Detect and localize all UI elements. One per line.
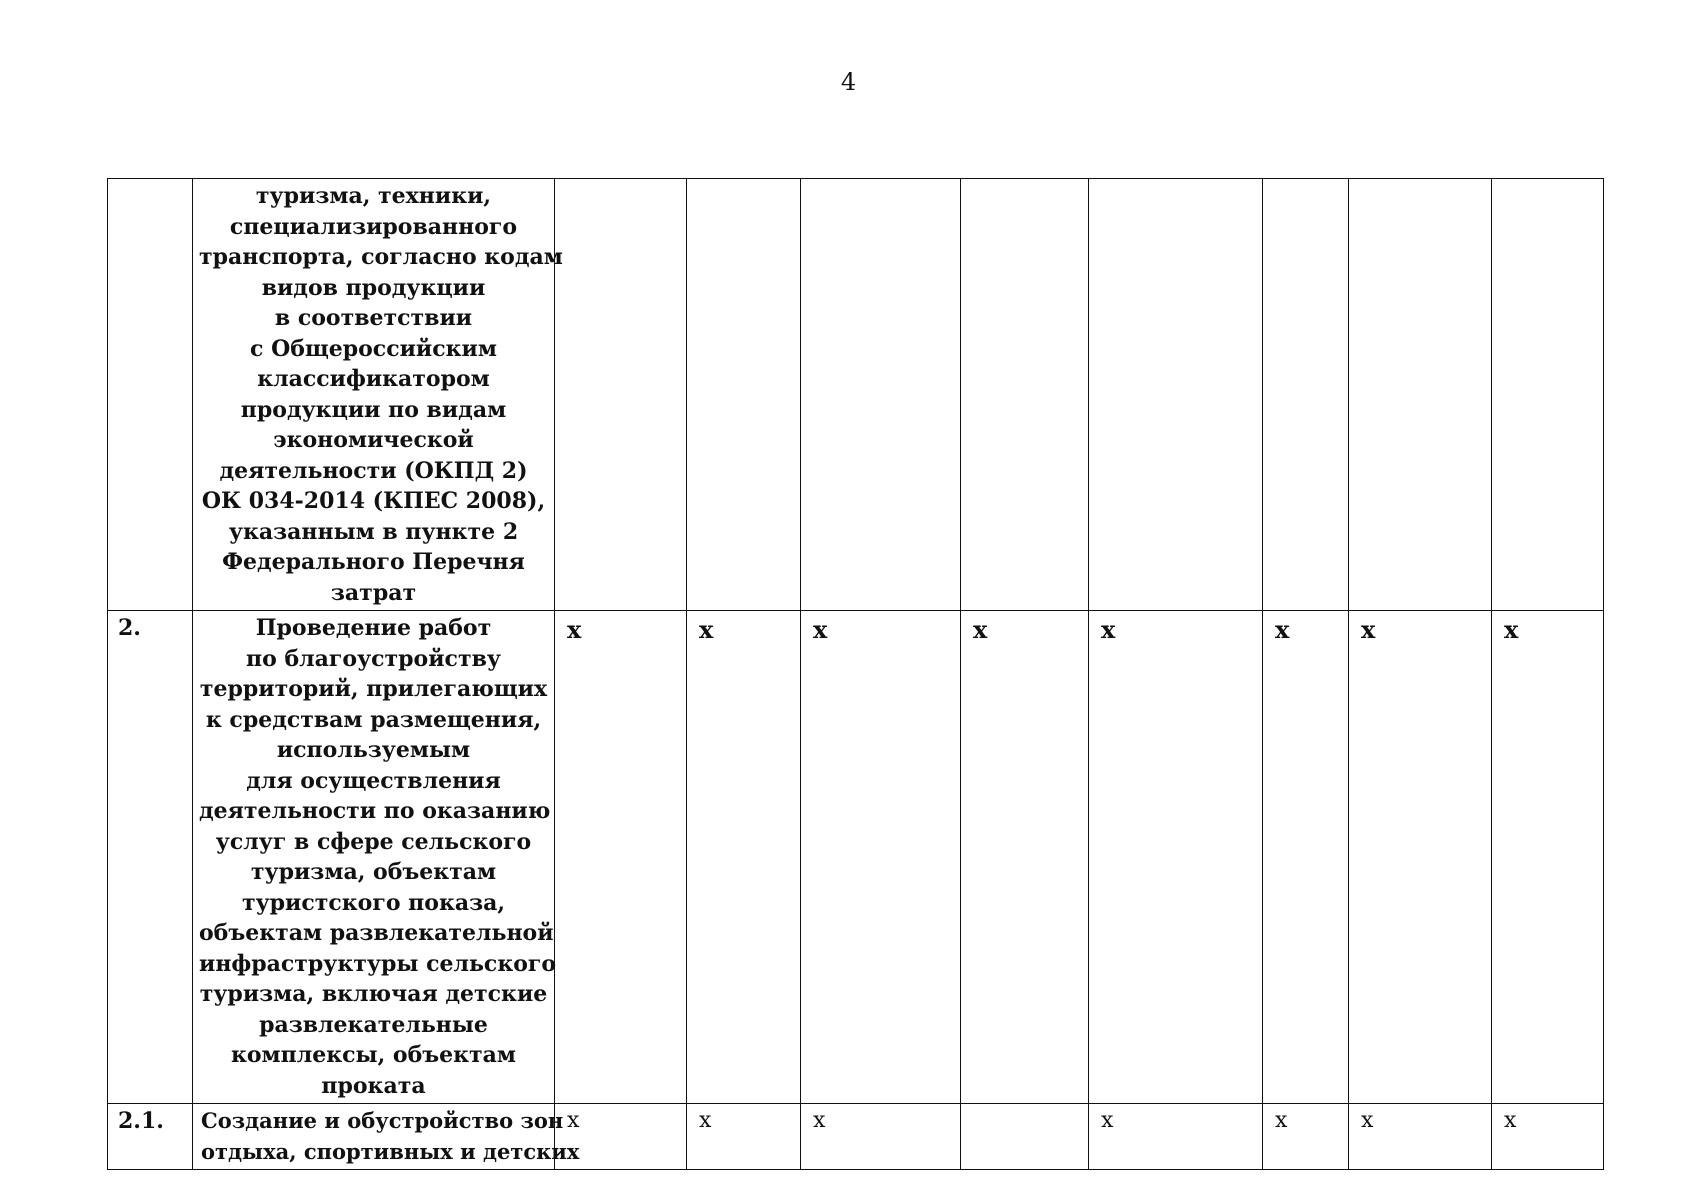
table-cell: x [1089, 611, 1263, 1104]
description-line: туризма, объектам [250, 859, 497, 885]
table-row [108, 179, 1604, 611]
description-line: с Общероссийским [250, 335, 497, 362]
table-cell: x [801, 1104, 961, 1170]
description-line: туризма, техники, [255, 183, 492, 209]
table-cell: x [1349, 611, 1492, 1104]
table-cell: x [1492, 1104, 1604, 1170]
table-cell: x [1089, 1104, 1263, 1170]
table-cell [801, 179, 961, 611]
description-line: продукции по видам [240, 396, 507, 423]
table-row [108, 1104, 1604, 1170]
description-line: развлекательные [259, 1011, 488, 1038]
description-line: объектам развлекательной [199, 920, 554, 946]
table-cell [555, 179, 687, 611]
description-line: по благоустройству [246, 645, 501, 672]
row-description [193, 179, 563, 611]
description-line: услуг в сфере сельского [215, 828, 532, 855]
table-cell [1492, 179, 1604, 611]
description-line: туризма, включая детские [199, 981, 548, 1007]
row-description [193, 611, 555, 1104]
description-line: для осуществления [246, 767, 501, 794]
table-row [108, 611, 1604, 1104]
description-line: Создание и обустройство зон [201, 1108, 564, 1133]
description-line: комплексы, объектам [230, 1042, 517, 1068]
table-cell: x [555, 611, 687, 1104]
description-line: проката [321, 1072, 426, 1099]
description-line: в соответствии [274, 305, 473, 331]
row-description [193, 1104, 580, 1170]
table-cell: x [1263, 1104, 1349, 1170]
description-line: затрат [330, 579, 417, 606]
table-cell: x [1263, 611, 1349, 1104]
table-cell: x [961, 611, 1089, 1104]
description-line: деятельности (ОКПД 2) [219, 457, 528, 484]
description-line: видов продукции [261, 274, 486, 301]
table-cell: x [555, 1104, 687, 1170]
description-line: Проведение работ [255, 615, 492, 641]
description-line: экономической [273, 427, 474, 453]
description-line: ОК 034-2014 (КПЕС 2008), [201, 488, 546, 514]
table-cell: x [1492, 611, 1604, 1104]
table-cell [1089, 179, 1263, 611]
description-line: указанным в пункте 2 [228, 518, 519, 545]
description-line: инфраструктуры сельского [199, 950, 557, 977]
description-line: деятельности по оказанию [199, 798, 551, 824]
description-line: используемым [276, 737, 471, 763]
description-line: транспорта, согласно кодам [199, 244, 563, 270]
document-table-container [107, 178, 1603, 1170]
table-cell [1263, 179, 1349, 611]
description-line: классификатором [257, 366, 490, 392]
table-cell [1349, 179, 1492, 611]
description-line: специализированного [229, 213, 518, 240]
document-table [107, 178, 1604, 1170]
table-cell [961, 1104, 1089, 1170]
description-line: отдыха, спортивных и детских [201, 1138, 580, 1164]
table-cell [687, 179, 801, 611]
table-cell [961, 179, 1089, 611]
table-cell: x [687, 1104, 801, 1170]
description-line: туристского показа, [241, 889, 506, 916]
description-line: Федерального Перечня [222, 549, 525, 575]
table-cell: x [801, 611, 961, 1104]
row-number: 2. [108, 611, 193, 1104]
table-cell: x [1349, 1104, 1492, 1170]
table-cell: x [687, 611, 801, 1104]
description-line: территорий, прилегающих [199, 676, 548, 702]
row-number: 2.1. [108, 1104, 193, 1170]
description-line: к средствам размещения, [205, 706, 542, 733]
row-number [108, 179, 193, 611]
page-number: 4 [840, 68, 857, 96]
